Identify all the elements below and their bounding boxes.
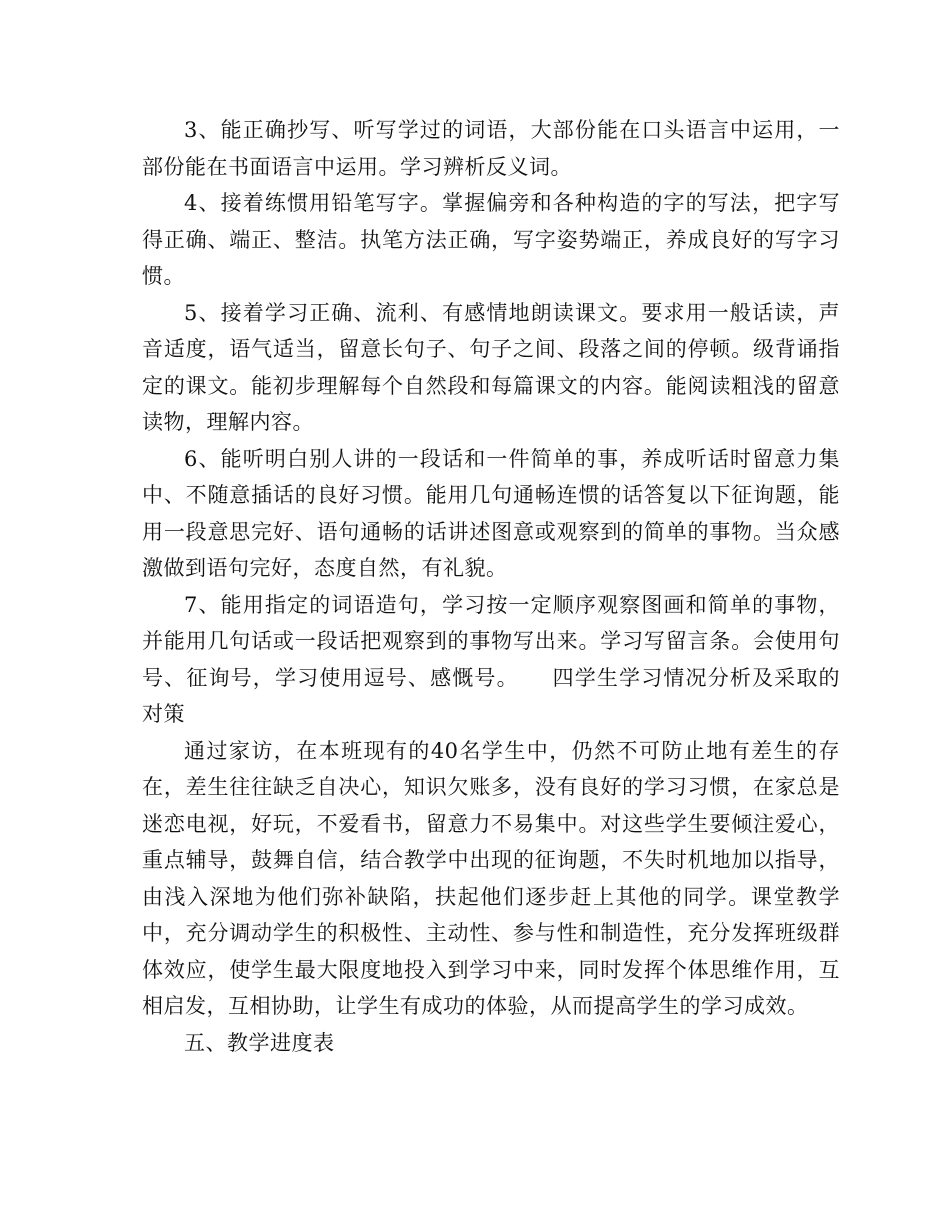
paragraph-item-4: 4、接着练惯用铅笔写字。掌握偏旁和各种构造的字的写法，把字写得正确、端正、整洁。执笔方法正确，写字姿势端正，养成良好的写字习惯。 [142,191,840,288]
paragraph-student-analysis: 通过家访，在本班现有的40名学生中，仍然不可防止地有差生的存在，差生往往缺乏自决心，知识欠账多，没有良好的学习习惯，在家总是迷恋电视，好玩，不爱看书，留意力不易集中。对这些学生要倾注爱心，重点辅导，鼓舞自信，结合教学中出现的征询题，不失时机地加以指导，由浅入深地为他们弥补缺陷，扶起他们逐步赶上其他的同学。课堂教学中，充分调动学生的积极性、主动性、参与性和制造性，充分发挥班级群体效应，使学生最大限度地投入到学习中来，同时发挥个体思维作用，互相启发，互相协助，让学生有成功的体验，从而提高学生的学习成效。 [142,738,840,1018]
paragraph-item-3: 3、能正确抄写、听写学过的词语，大部份能在口头语言中运用，一部份能在书面语言中运用。学习辨析反义词。 [142,118,840,179]
paragraph-item-7: 7、能用指定的词语造句，学习按一定顺序观察图画和简单的事物，并能用几句话或一段话把观察到的事物写出来。学习写留言条。会使用句号、征询号，学习使用逗号、感慨号。 四学生学习情况分析及采取的对策 [142,592,840,726]
paragraph-item-5: 5、接着学习正确、流利、有感情地朗读课文。要求用一般话读，声音适度，语气适当，留意长句子、句子之间、段落之间的停顿。级背诵指定的课文。能初步理解每个自然段和每篇课文的内容。能阅读粗浅的留意读物，理解内容。 [142,300,840,434]
section-heading-schedule: 五、教学进度表 [184,1030,335,1055]
paragraph-item-6: 6、能听明白别人讲的一段话和一件简单的事，养成听话时留意力集中、不随意插话的良好习惯。能用几句通畅连惯的话答复以下征询题，能用一段意思完好、语句通畅的话讲述图意或观察到的简单的事物。当众感激做到语句完好，态度自然，有礼貌。 [142,446,840,580]
